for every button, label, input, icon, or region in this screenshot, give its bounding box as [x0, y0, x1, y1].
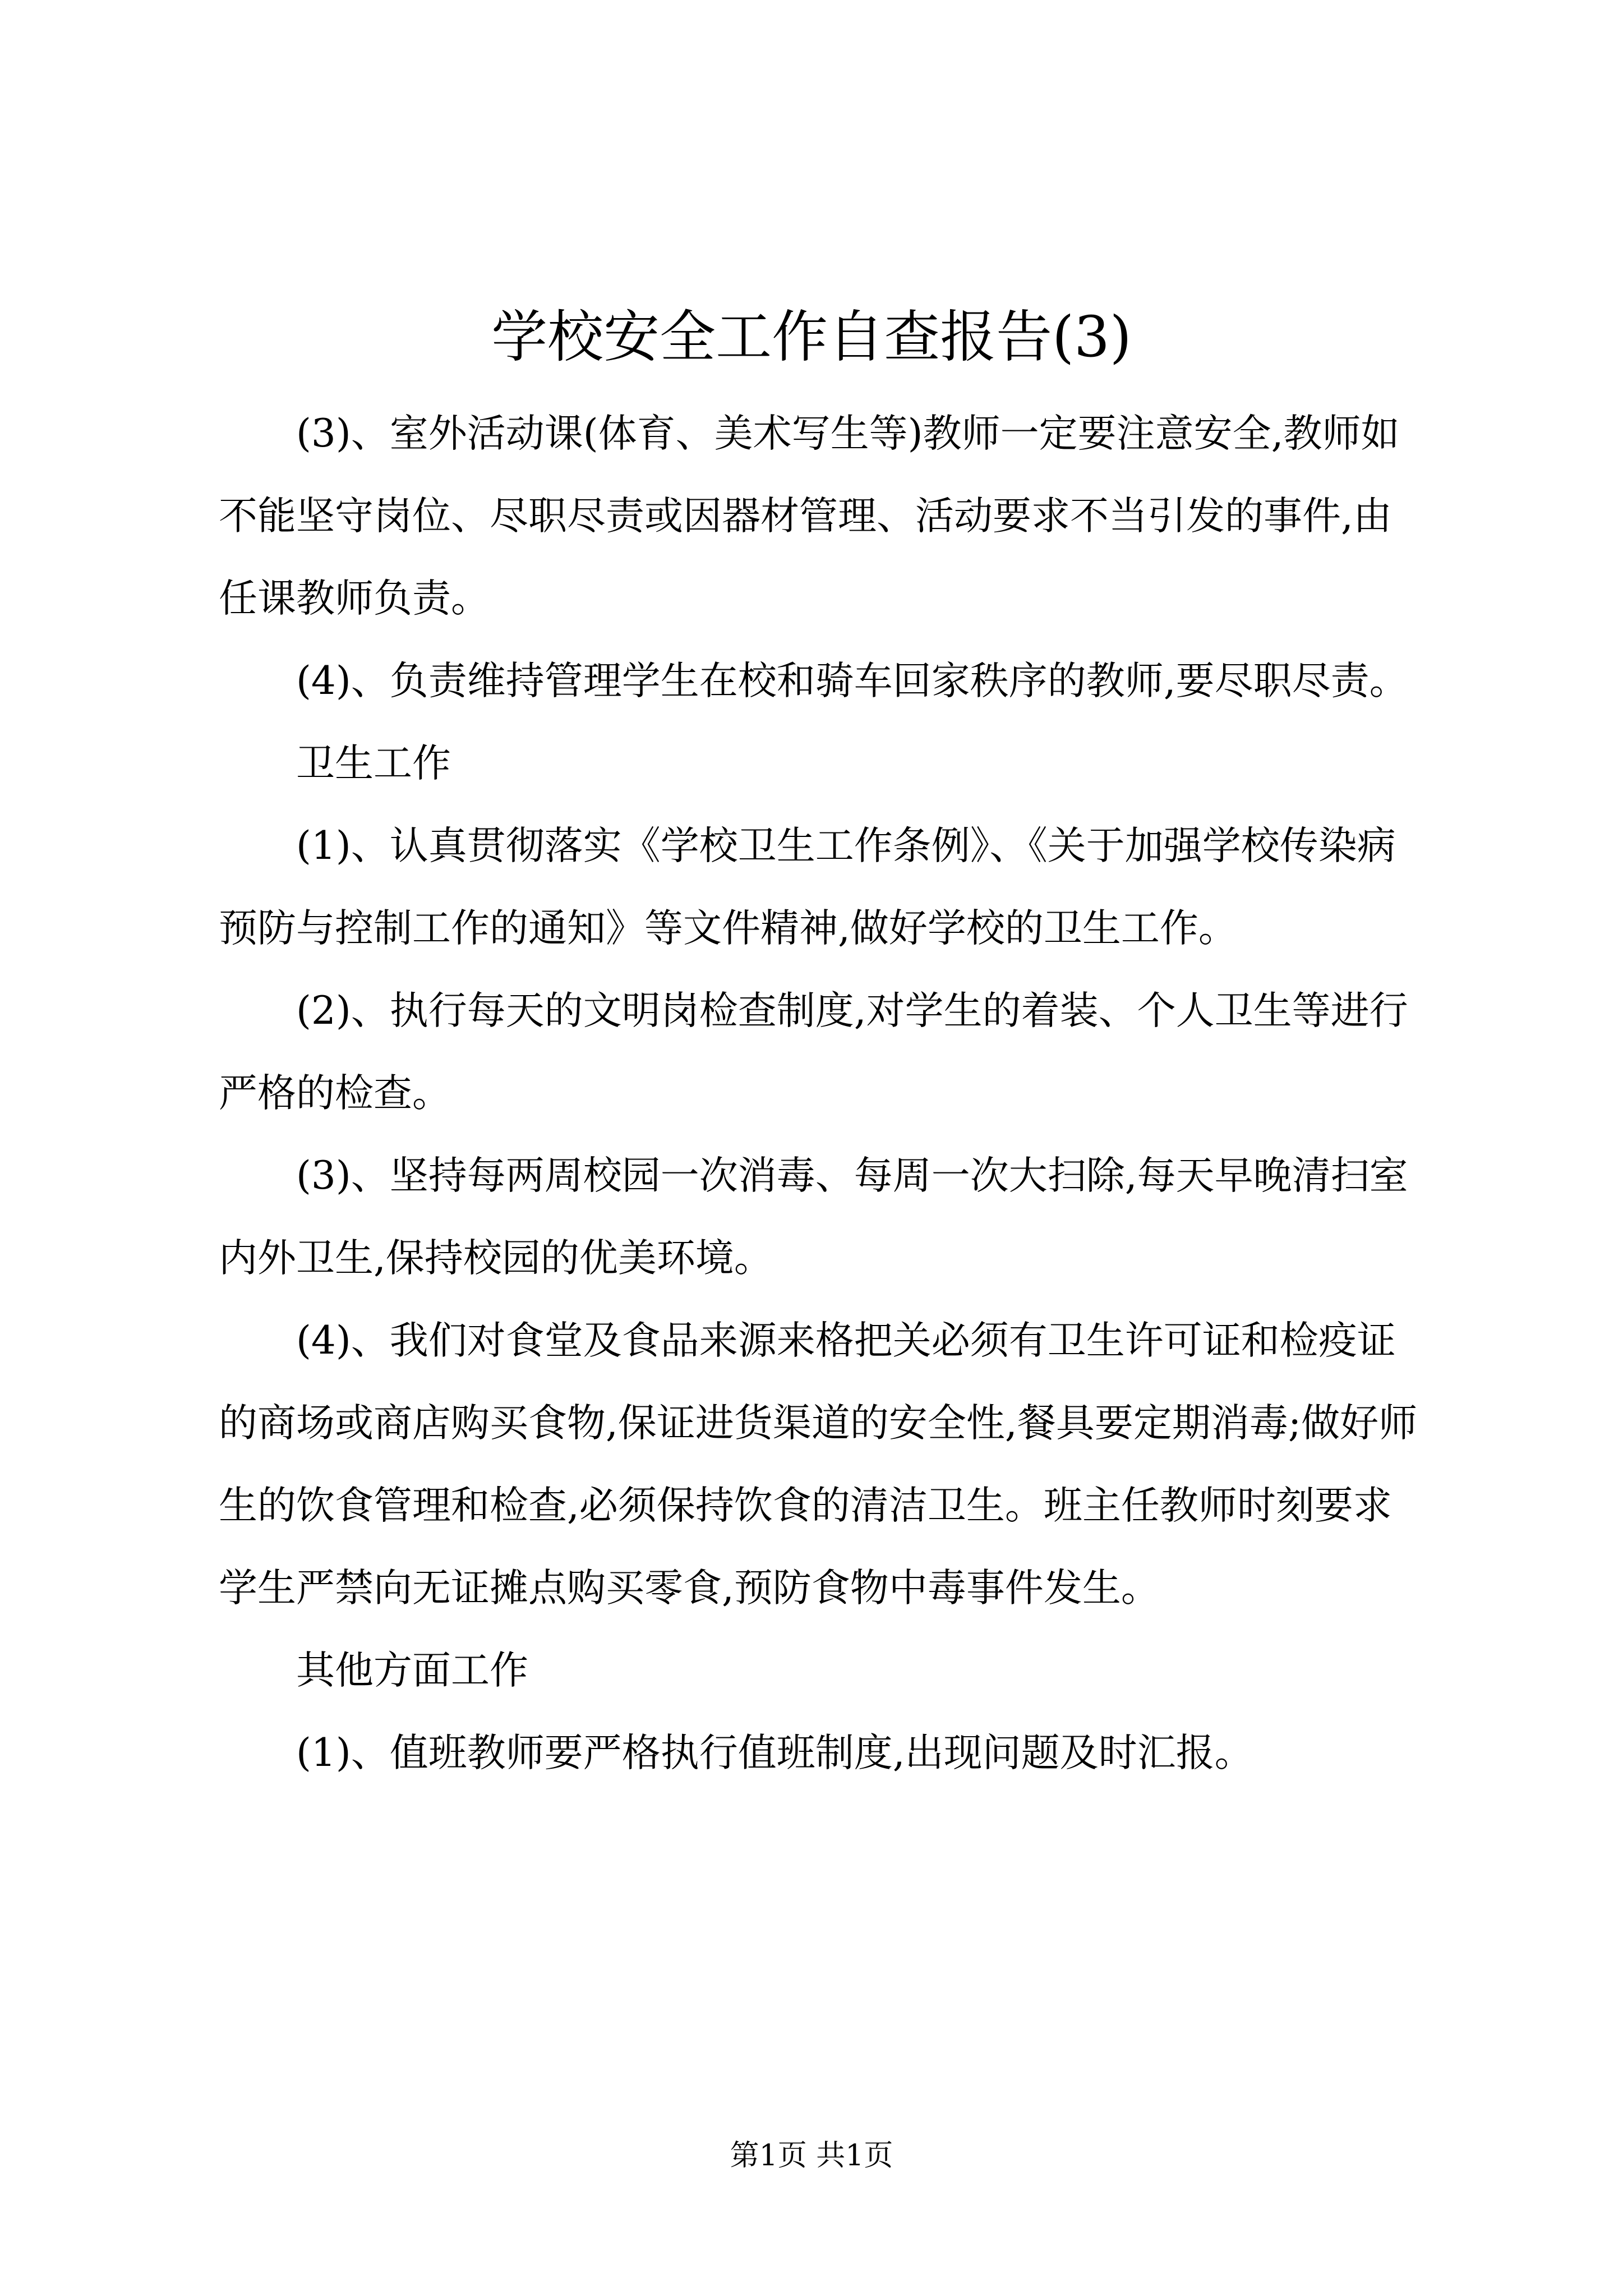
paragraph: (3)、室外活动课(体育、美术写生等)教师一定要注意安全,教师如不能坚守岗位、尽职尽责或因器材管理、活动要求不当引发的事件,由任课教师负责。: [219, 411, 1400, 621]
section-heading: 其他方面工作: [296, 1648, 528, 1693]
paragraph: (3)、坚持每两周校园一次消毒、每周一次大扫除,每天早晚清扫室内外卫生,保持校园的优美环境。: [219, 1153, 1408, 1281]
page-footer: 第1页 共1页: [730, 2139, 893, 2173]
paragraph: (1)、认真贯彻落实《学校卫生工作条例》、《关于加强学校传染病预防与控制工作的通知》等文件精神,做好学校的卫生工作。: [219, 823, 1396, 951]
paragraph: (1)、值班教师要严格执行值班制度,出现问题及时汇报。: [296, 1731, 1253, 1775]
paragraph: (2)、执行每天的文明岗检查制度,对学生的着装、个人卫生等进行严格的检查。: [219, 988, 1408, 1116]
section-heading: 卫生工作: [296, 741, 451, 786]
document-title: 学校安全工作自查报告(3): [491, 304, 1132, 370]
paragraph: (4)、负责维持管理学生在校和骑车回家秩序的教师,要尽职尽责。: [296, 659, 1408, 703]
paragraph: (4)、我们对食堂及食品来源来格把关必须有卫生许可证和检疫证的商场或商店购买食物,保证进货渠道的安全性,餐具要定期消毒;做好师生的饮食管理和检查,必须保持饮食的清洁卫生。班主任教师时刻要求学生严禁向无证摊点购买零食,预防食物中毒事件发生。: [219, 1318, 1418, 1611]
document-body: [219, 393, 1424, 1795]
